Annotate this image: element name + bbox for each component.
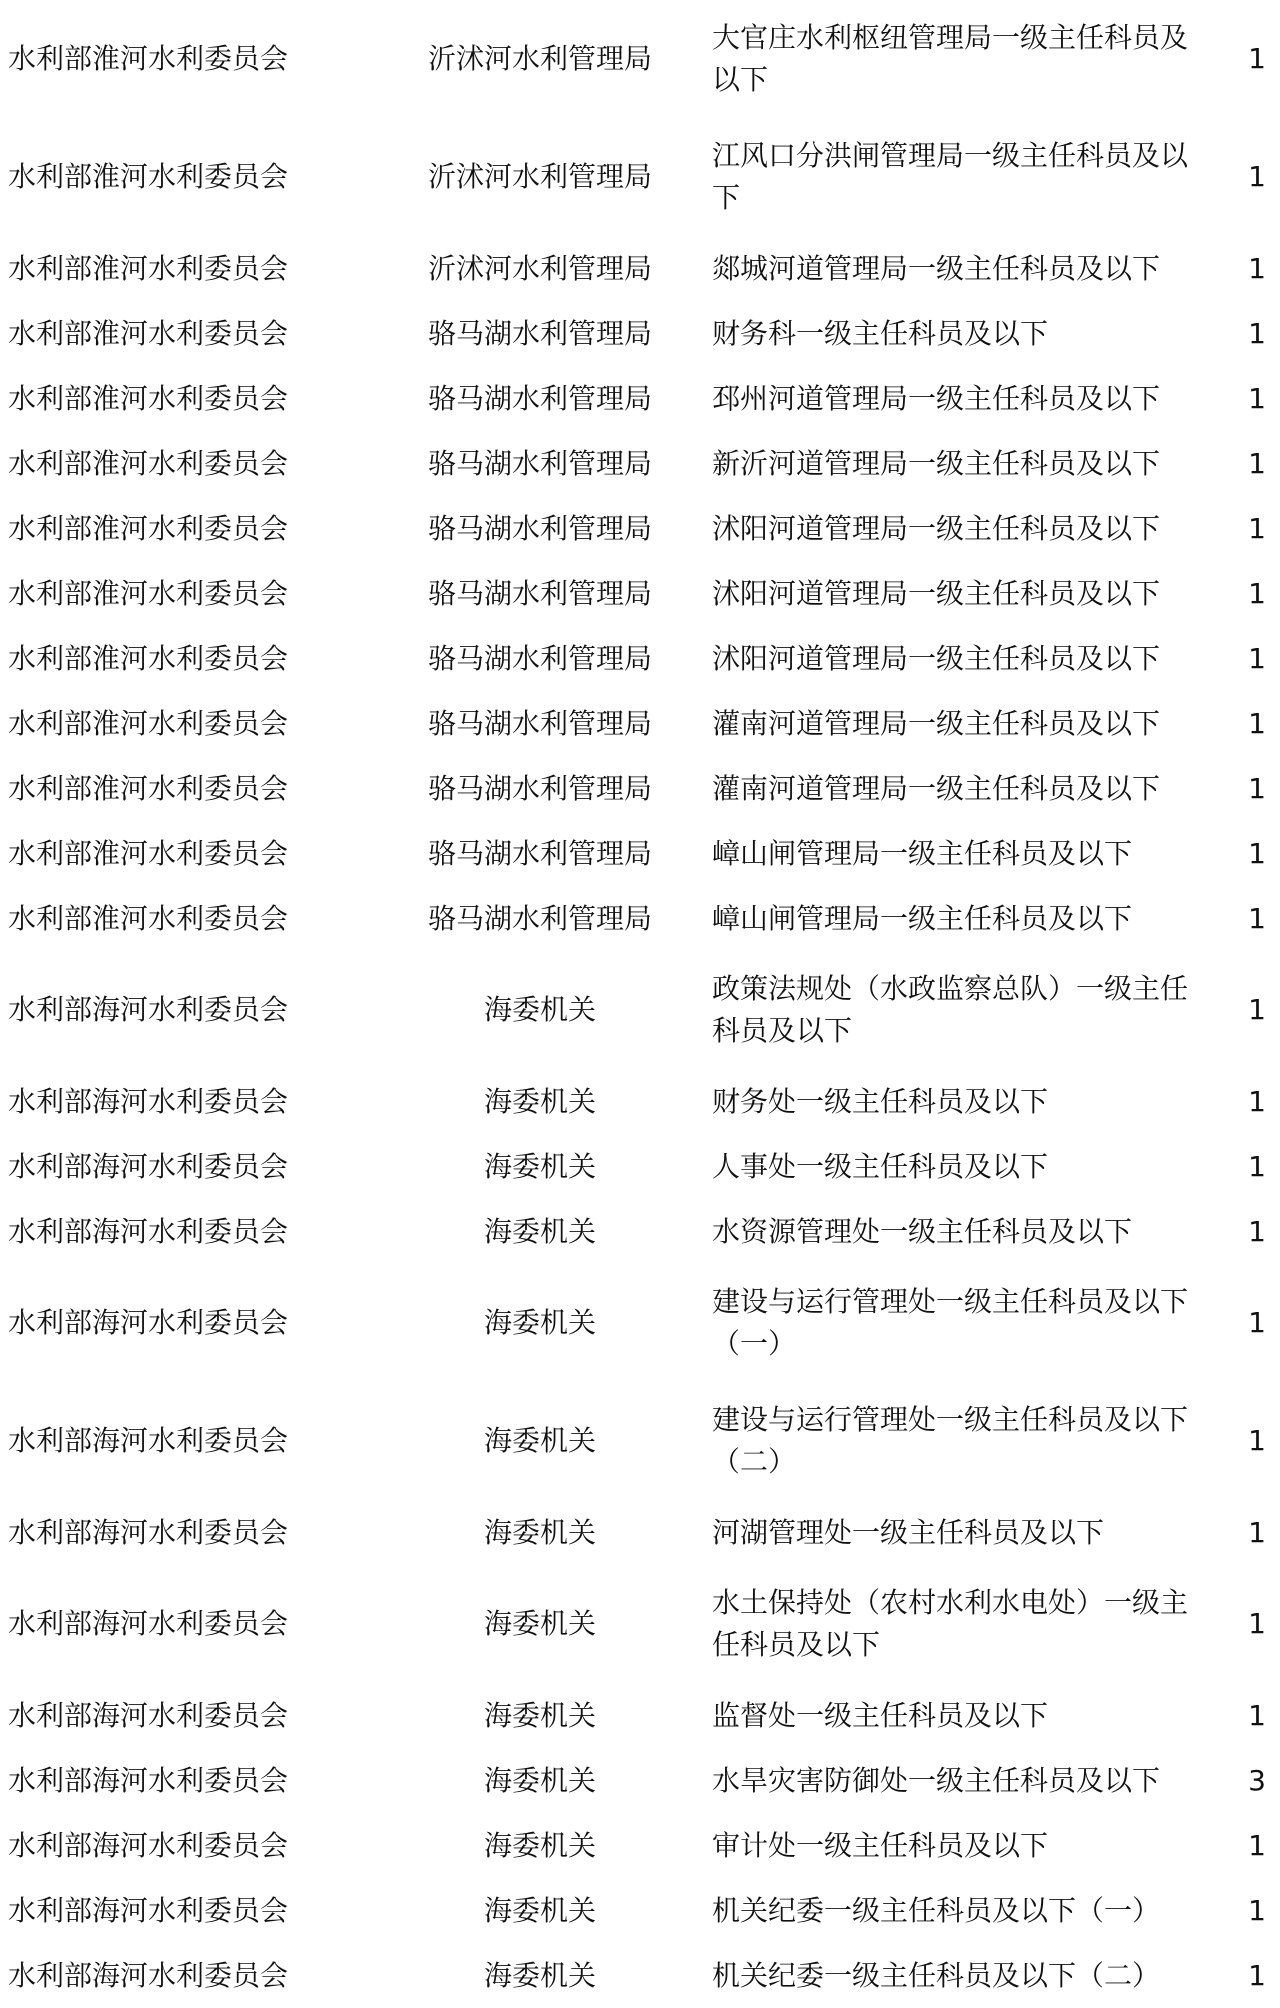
table-row (0, 1565, 1280, 1683)
position-cell: 监督处一级主任科员及以下 (712, 1698, 1049, 1732)
bureau-cell: 沂沭河水利管理局 (427, 160, 652, 193)
table-row (0, 236, 1280, 301)
table-row (0, 1500, 1280, 1565)
count-cell: 1 (1248, 901, 1266, 935)
committee-cell: 水利部淮河水利委员会 (8, 576, 289, 610)
count-cell: 1 (1248, 381, 1266, 415)
count-cell: 3 (1248, 1763, 1266, 1797)
bureau-cell: 骆马湖水利管理局 (427, 381, 652, 415)
committee-cell: 水利部淮河水利委员会 (8, 706, 289, 740)
position-cell: 财务处一级主任科员及以下 (712, 1084, 1049, 1118)
bureau-cell: 骆马湖水利管理局 (427, 446, 652, 480)
table-row (0, 431, 1280, 496)
bureau-cell: 海委机关 (483, 1149, 596, 1183)
bureau-cell: 沂沭河水利管理局 (427, 42, 652, 75)
position-cell: 机关纪委一级主任科员及以下（一） (712, 1893, 1161, 1927)
committee-cell: 水利部海河水利委员会 (8, 1306, 289, 1339)
bureau-cell: 海委机关 (483, 1084, 596, 1118)
count-cell: 1 (1248, 251, 1266, 285)
position-cell: 灌南河道管理局一级主任科员及以下 (712, 706, 1161, 740)
table-row (0, 886, 1280, 951)
bureau-cell: 骆马湖水利管理局 (427, 511, 652, 545)
count-cell: 1 (1248, 576, 1266, 610)
committee-cell: 水利部淮河水利委员会 (8, 901, 289, 935)
committee-cell: 水利部海河水利委员会 (8, 1424, 289, 1457)
bureau-cell: 海委机关 (483, 1763, 596, 1797)
table-row (0, 118, 1280, 236)
count-cell: 1 (1248, 511, 1266, 545)
table-row (0, 1264, 1280, 1382)
table-row (0, 366, 1280, 431)
position-cell: 建设与运行管理处一级主任科员及以下（一） (712, 1285, 1189, 1360)
committee-cell: 水利部海河水利委员会 (8, 993, 289, 1026)
table-row (0, 496, 1280, 561)
bureau-cell: 海委机关 (483, 1515, 596, 1549)
committee-cell: 水利部淮河水利委员会 (8, 641, 289, 675)
position-cell: 机关纪委一级主任科员及以下（二） (712, 1958, 1161, 1992)
count-cell: 1 (1248, 1893, 1266, 1927)
count-cell: 1 (1248, 993, 1266, 1026)
table-row (0, 0, 1280, 118)
count-cell: 1 (1248, 771, 1266, 805)
position-cell: 人事处一级主任科员及以下 (712, 1149, 1049, 1183)
bureau-cell: 海委机关 (483, 1607, 596, 1640)
count-cell: 1 (1248, 1149, 1266, 1183)
count-cell: 1 (1248, 1958, 1266, 1992)
table-row (0, 691, 1280, 756)
committee-cell: 水利部淮河水利委员会 (8, 316, 289, 350)
position-cell: 嶂山闸管理局一级主任科员及以下 (712, 836, 1133, 870)
committee-cell: 水利部淮河水利委员会 (8, 511, 289, 545)
committee-cell: 水利部淮河水利委员会 (8, 446, 289, 480)
bureau-cell: 海委机关 (483, 1424, 596, 1457)
position-cell: 沭阳河道管理局一级主任科员及以下 (712, 576, 1161, 610)
position-cell: 水土保持处（农村水利水电处）一级主任科员及以下 (712, 1586, 1189, 1661)
bureau-cell: 海委机关 (483, 1306, 596, 1339)
table-row (0, 1748, 1280, 1813)
committee-cell: 水利部海河水利委员会 (8, 1828, 289, 1862)
position-cell: 沭阳河道管理局一级主任科员及以下 (712, 641, 1161, 675)
bureau-cell: 沂沭河水利管理局 (427, 251, 652, 285)
position-cell: 河湖管理处一级主任科员及以下 (712, 1515, 1105, 1549)
position-cell: 新沂河道管理局一级主任科员及以下 (712, 446, 1161, 480)
committee-cell: 水利部淮河水利委员会 (8, 251, 289, 285)
position-cell: 财务科一级主任科员及以下 (712, 316, 1049, 350)
bureau-cell: 骆马湖水利管理局 (427, 901, 652, 935)
table-row (0, 1943, 1280, 2008)
table-row (0, 756, 1280, 821)
count-cell: 1 (1248, 1214, 1266, 1248)
committee-cell: 水利部淮河水利委员会 (8, 42, 289, 75)
table-row (0, 561, 1280, 626)
count-cell: 1 (1248, 836, 1266, 870)
committee-cell: 水利部海河水利委员会 (8, 1763, 289, 1797)
table-row (0, 1813, 1280, 1878)
position-cell: 水旱灾害防御处一级主任科员及以下 (712, 1763, 1161, 1797)
position-cell: 江风口分洪闸管理局一级主任科员及以下 (712, 139, 1189, 214)
position-cell: 灌南河道管理局一级主任科员及以下 (712, 771, 1161, 805)
count-cell: 1 (1248, 1306, 1266, 1339)
count-cell: 1 (1248, 1515, 1266, 1549)
table-row (0, 1683, 1280, 1748)
count-cell: 1 (1248, 1607, 1266, 1640)
count-cell: 1 (1248, 1698, 1266, 1732)
table-row (0, 1069, 1280, 1134)
count-cell: 1 (1248, 42, 1266, 75)
position-cell: 嶂山闸管理局一级主任科员及以下 (712, 901, 1133, 935)
bureau-cell: 骆马湖水利管理局 (427, 641, 652, 675)
table-row (0, 1878, 1280, 1943)
count-cell: 1 (1248, 446, 1266, 480)
committee-cell: 水利部海河水利委员会 (8, 1893, 289, 1927)
position-cell: 沭阳河道管理局一级主任科员及以下 (712, 511, 1161, 545)
count-cell: 1 (1248, 1828, 1266, 1862)
committee-cell: 水利部海河水利委员会 (8, 1515, 289, 1549)
table-row (0, 1199, 1280, 1264)
count-cell: 1 (1248, 1084, 1266, 1118)
count-cell: 1 (1248, 160, 1266, 193)
bureau-cell: 海委机关 (483, 1893, 596, 1927)
position-cell: 政策法规处（水政监察总队）一级主任科员及以下 (712, 972, 1189, 1047)
count-cell: 1 (1248, 641, 1266, 675)
bureau-cell: 骆马湖水利管理局 (427, 706, 652, 740)
position-cell: 建设与运行管理处一级主任科员及以下（二） (712, 1403, 1189, 1478)
committee-cell: 水利部海河水利委员会 (8, 1698, 289, 1732)
committee-cell: 水利部淮河水利委员会 (8, 836, 289, 870)
committee-cell: 水利部海河水利委员会 (8, 1607, 289, 1640)
committee-cell: 水利部淮河水利委员会 (8, 771, 289, 805)
committee-cell: 水利部海河水利委员会 (8, 1149, 289, 1183)
committee-cell: 水利部海河水利委员会 (8, 1214, 289, 1248)
position-cell: 大官庄水利枢纽管理局一级主任科员及以下 (712, 21, 1189, 96)
position-cell: 水资源管理处一级主任科员及以下 (712, 1214, 1133, 1248)
committee-cell: 水利部海河水利委员会 (8, 1958, 289, 1992)
table-row (0, 821, 1280, 886)
committee-cell: 水利部淮河水利委员会 (8, 381, 289, 415)
bureau-cell: 骆马湖水利管理局 (427, 836, 652, 870)
bureau-cell: 海委机关 (483, 1214, 596, 1248)
bureau-cell: 骆马湖水利管理局 (427, 316, 652, 350)
bureau-cell: 骆马湖水利管理局 (427, 576, 652, 610)
bureau-cell: 骆马湖水利管理局 (427, 771, 652, 805)
count-cell: 1 (1248, 1424, 1266, 1457)
table-row (0, 951, 1280, 1069)
table-row (0, 1134, 1280, 1199)
position-cell: 邳州河道管理局一级主任科员及以下 (712, 381, 1161, 415)
bureau-cell: 海委机关 (483, 1958, 596, 1992)
table-row (0, 1382, 1280, 1500)
count-cell: 1 (1248, 706, 1266, 740)
bureau-cell: 海委机关 (483, 1698, 596, 1732)
committee-cell: 水利部海河水利委员会 (8, 1084, 289, 1118)
table-row (0, 301, 1280, 366)
position-cell: 审计处一级主任科员及以下 (712, 1828, 1049, 1862)
bureau-cell: 海委机关 (483, 1828, 596, 1862)
committee-cell: 水利部淮河水利委员会 (8, 160, 289, 193)
table-row (0, 626, 1280, 691)
count-cell: 1 (1248, 316, 1266, 350)
bureau-cell: 海委机关 (483, 993, 596, 1026)
position-cell: 郯城河道管理局一级主任科员及以下 (712, 251, 1161, 285)
